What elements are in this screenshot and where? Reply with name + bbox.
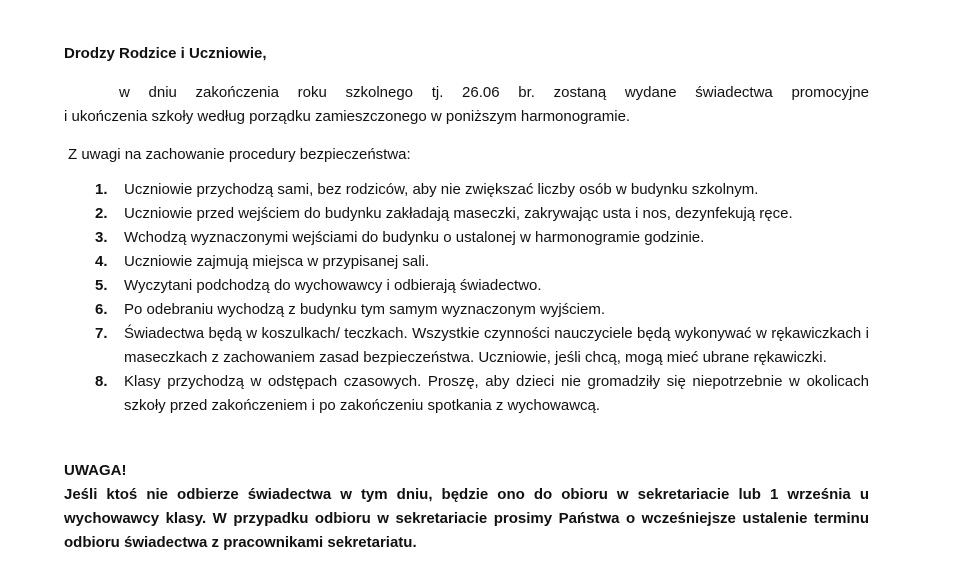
list-item xyxy=(64,322,869,370)
list-item xyxy=(64,202,869,226)
warning-text: Jeśli ktoś nie odbierze świadectwa w tym dniu, będzie ono do obioru w sekretariacie lub 1 września u wychowawcy klasy. W przypadku odbioru w sekretariacie prosimy Państwa o wcześniejsze ustalenie terminu odbioru świadectwa z pracownikami sekretariatu. xyxy=(64,486,869,551)
rule-number: 7. xyxy=(95,325,108,342)
rule-number: 3. xyxy=(95,229,108,246)
greeting: Drodzy Rodzice i Uczniowie, xyxy=(64,45,267,62)
rule-number: 1. xyxy=(95,181,108,198)
rules-list xyxy=(64,178,869,418)
procedure-intro: Z uwagi na zachowanie procedury bezpieczeństwa: xyxy=(68,146,411,163)
rule-number: 5. xyxy=(95,277,108,294)
rule-text: Uczniowie przed wejściem do budynku zakładają maseczki, zakrywając usta i nos, dezynfekują ręce. xyxy=(124,205,793,222)
intro-line-1: w dniu zakończenia roku szkolnego tj. 26.06 br. zostaną wydane świadectwa promocyjne xyxy=(119,84,869,101)
list-item xyxy=(64,226,869,250)
rule-number: 8. xyxy=(95,373,108,390)
list-item xyxy=(64,178,869,202)
rule-text: Po odebraniu wychodzą z budynku tym samym wyznaczonym wyjściem. xyxy=(124,301,606,318)
rule-text: Uczniowie przychodzą sami, bez rodziców, aby nie zwiększać liczby osób w budynku szkolnym. xyxy=(124,181,759,198)
rule-text: Uczniowie zajmują miejsca w przypisanej sali. xyxy=(124,253,430,270)
rule-text: Wchodzą wyznaczonymi wejściami do budynku o ustalonej w harmonogramie godzinie. xyxy=(124,229,705,246)
list-item xyxy=(64,298,869,322)
list-item xyxy=(64,370,869,418)
rule-number: 2. xyxy=(95,205,108,222)
rule-text: Klasy przychodzą w odstępach czasowych. Proszę, aby dzieci nie gromadziły się niepotrzebnie w okolicach szkoły przed zakończeniem i po zakończeniu spotkania z wychowawcą. xyxy=(124,373,869,414)
intro-line-2: i ukończenia szkoły według porządku zamieszczonego w poniższym harmonogramie. xyxy=(64,108,631,125)
rule-text: Świadectwa będą w koszulkach/ teczkach. Wszystkie czynności nauczyciele będą wykonywać w rękawiczkach i maseczkach z zachowaniem zasad bezpieczeństwa. Uczniowie, jeśli chcą, mogą mieć ubrane rękawiczki. xyxy=(124,325,869,366)
rule-number: 4. xyxy=(95,253,108,270)
intro-paragraph xyxy=(64,81,869,129)
rule-text: Wyczytani podchodzą do wychowawcy i odbierają świadectwo. xyxy=(124,277,542,294)
warning-title: UWAGA! xyxy=(64,462,127,479)
list-item xyxy=(64,274,869,298)
rule-number: 6. xyxy=(95,301,108,318)
warning-block xyxy=(64,459,869,555)
list-item xyxy=(64,250,869,274)
